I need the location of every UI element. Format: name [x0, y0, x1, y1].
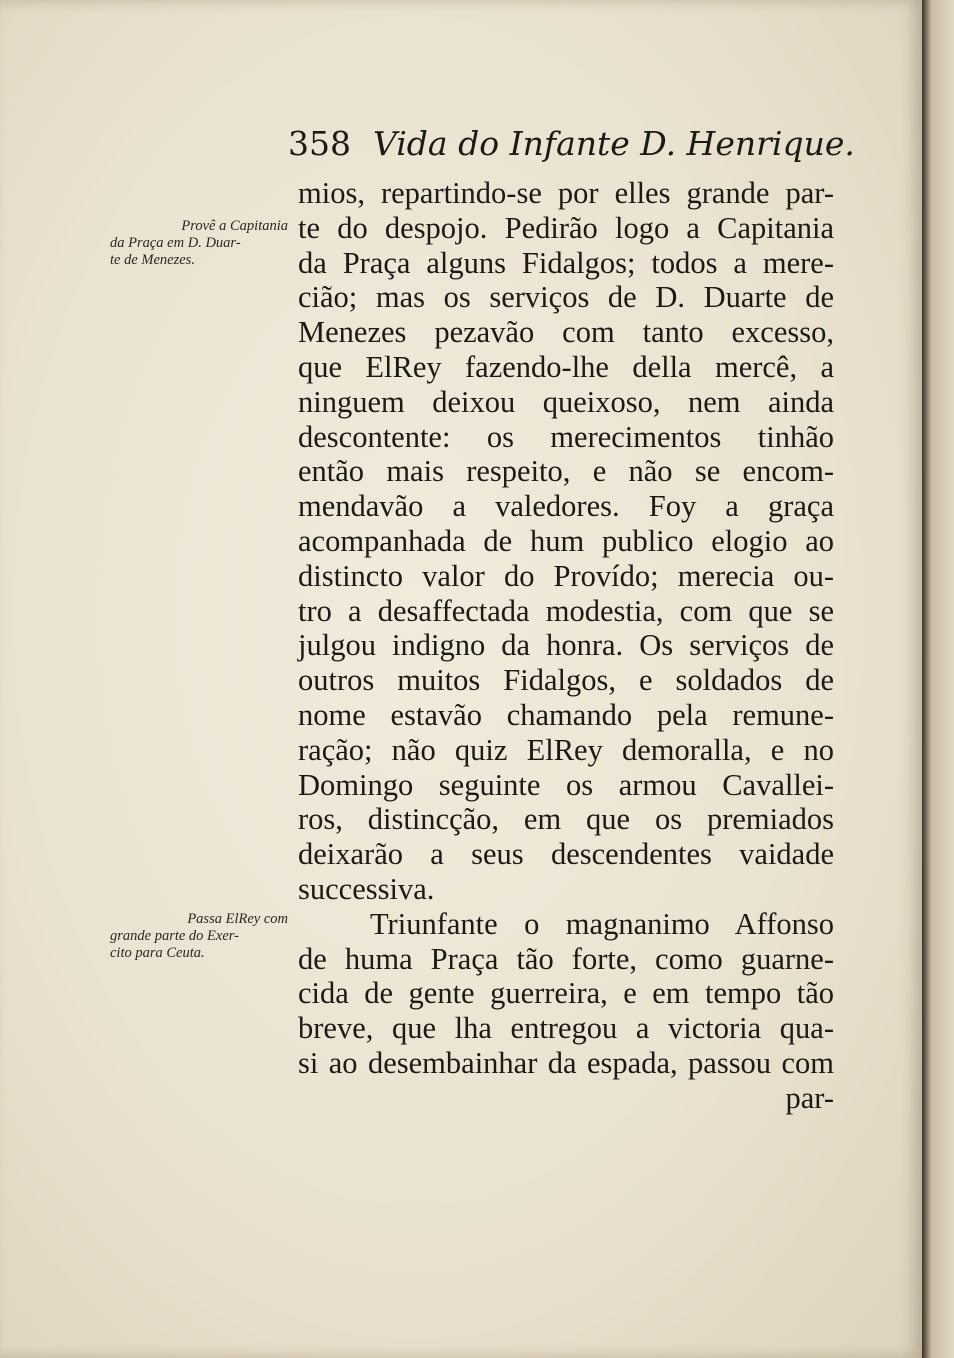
body-text: [298, 176, 834, 1116]
margin-note-line: Provê a Capitania: [181, 218, 288, 234]
margin-note-line: cito para Ceuta.: [110, 945, 205, 961]
margin-note-line: da Praça em D. Duar-: [110, 235, 241, 251]
page-number: 358: [288, 124, 351, 163]
text-line: da Praça alguns Fidalgos; todos a mere-: [298, 245, 834, 280]
text-line: acompanhada de hum publico elogio ao: [298, 523, 834, 558]
text-line: Menezes pezavão com tanto excesso,: [298, 315, 834, 350]
catchword: par-: [785, 1080, 834, 1115]
text-line: outros muitos Fidalgos, e soldados de: [298, 663, 834, 698]
adjacent-page-edge: [922, 0, 954, 1358]
text-line: Domingo seguinte os armou Cavallei-: [298, 767, 834, 802]
text-line: mios, repartindo-se por elles grande par-: [298, 176, 834, 210]
text-line: cida de gente guerreira, e em tempo tão: [298, 976, 834, 1011]
margin-note: [110, 218, 288, 269]
text-line: te do despojo. Pedirão logo a Capitania: [298, 210, 834, 245]
text-line: si ao desembainhar da espada, passou com: [298, 1045, 834, 1080]
text-line: que ElRey fazendo-lhe della mercê, a: [298, 349, 834, 384]
text-line: nome estavão chamando pela remune-: [298, 697, 834, 732]
text-line: descontente: os merecimentos tinhão: [298, 419, 834, 454]
text-line: julgou indigno da honra. Os serviços de: [298, 628, 834, 663]
text-line: tro a desaffectada modestia, com que se: [298, 593, 834, 628]
text-line: successiva.: [298, 871, 435, 906]
running-header: [288, 124, 855, 163]
text-line: breve, que lha entregou a victoria qua-: [298, 1011, 834, 1046]
text-line: cião; mas os serviços de D. Duarte de: [298, 280, 834, 315]
text-line: deixarão a seus descendentes vaidade: [298, 837, 834, 872]
margin-note-line: Passa ElRey com: [187, 911, 288, 927]
text-line: então mais respeito, e não se encom-: [298, 454, 834, 489]
text-line: Triunfante o magnanimo Affonso: [370, 906, 834, 941]
running-title: Vida do Infante D. Henrique.: [373, 124, 855, 163]
margin-note-line: te de Menezes.: [110, 252, 195, 268]
text-line: ração; não quiz ElRey demoralla, e no: [298, 732, 834, 767]
text-line: mendavão a valedores. Foy a graça: [298, 489, 834, 524]
margin-note-line: grande parte do Exer-: [110, 928, 239, 944]
text-line: distincto valor do Provído; merecia ou-: [298, 558, 834, 593]
text-line: de huma Praça tão forte, como guarne-: [298, 941, 834, 976]
text-line: ros, distincção, em que os premiados: [298, 802, 834, 837]
text-line: ninguem deixou queixoso, nem ainda: [298, 384, 834, 419]
margin-note: [110, 911, 288, 962]
